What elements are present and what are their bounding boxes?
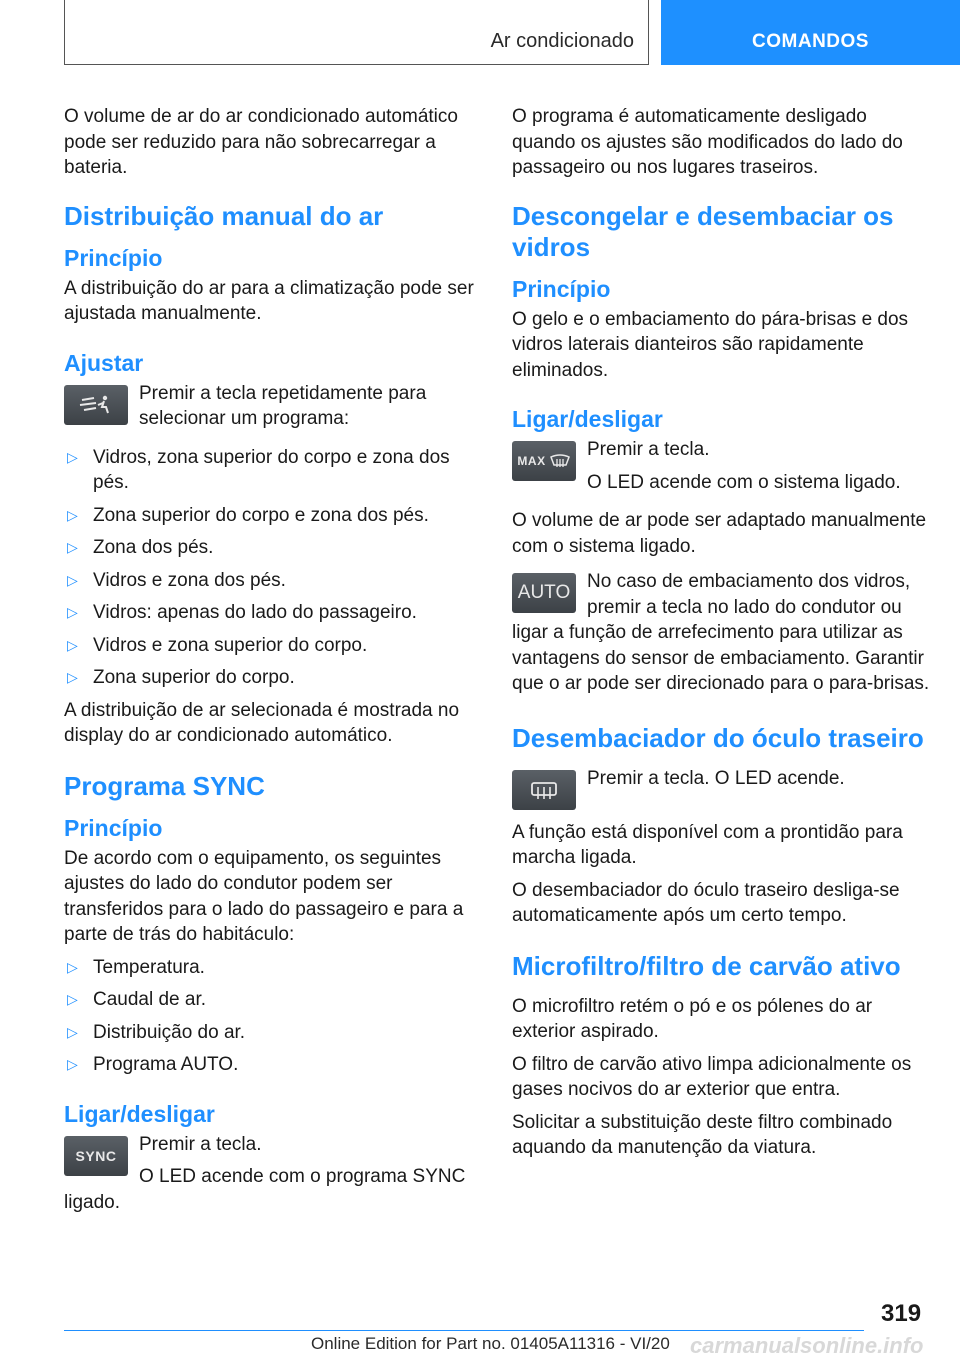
defrost-principle-paragraph: O gelo e o embaciamento do pára-brisas e dos vidros laterais dianteiros são rapidamente eliminados. xyxy=(512,308,909,381)
adjust-key-row xyxy=(64,381,478,439)
auto-key-label: AUTO xyxy=(517,582,571,603)
triangle-bullet-icon: ▷ xyxy=(67,669,78,685)
sync-list-item: ▷ Caudal de ar. xyxy=(64,987,478,1013)
triangle-bullet-icon: ▷ xyxy=(67,991,78,1007)
auto-key xyxy=(512,573,576,613)
triangle-bullet-icon: ▷ xyxy=(67,571,78,588)
max-defrost-key xyxy=(512,441,576,481)
sync-principle-paragraph: De acordo com o equipamento, os seguintes ajustes do lado do condutor podem ser transferidos para o lado do passageiro e para a parte de trás do habitáculo: xyxy=(64,847,464,945)
intro-paragraph: O volume de ar do ar condicionado automático pode ser reduzido para não sobrecarregar a bateria. xyxy=(64,106,458,178)
triangle-bullet-icon: ▷ xyxy=(67,636,78,653)
program-list-item: ▷ Zona dos pés. xyxy=(64,535,478,561)
max-press-paragraph: Premir a tecla. xyxy=(587,439,710,460)
auto-paragraph: No caso de embaciamento dos vidros, premir a tecla no lado do condutor ou ligar a função de arrefecimento para utilizar as vantagens do sensor de embaciamento. Garantir que o ar pode ser direcionado para o para-brisas. xyxy=(512,571,930,694)
sync-list-item: ▷ Temperatura. xyxy=(64,955,478,981)
triangle-bullet-icon: ▷ xyxy=(67,506,78,523)
program-list-item: ▷ Vidros e zona superior do corpo. xyxy=(64,633,478,659)
rear-window-defrost-icon xyxy=(529,779,559,801)
max-key-label: MAX xyxy=(517,454,546,468)
program-list-item: ▷ Zona superior do corpo. xyxy=(64,665,478,691)
rear-auto-off-paragraph: O desembaciador do óculo traseiro desliga-se automaticamente após um certo tempo. xyxy=(512,879,900,926)
left-column xyxy=(64,104,478,1222)
heading-sync-program: Programa SYNC xyxy=(64,770,265,801)
header-section-title: Ar condicionado xyxy=(490,30,634,52)
header-chapter-tab[interactable] xyxy=(661,0,960,65)
display-paragraph: A distribuição de ar selecionada é mostrada no display do ar condicionado automático. xyxy=(64,699,460,746)
header-chapter-title: COMANDOS xyxy=(752,31,869,52)
sync-list-item: ▷ Distribuição do ar. xyxy=(64,1020,478,1046)
triangle-bullet-icon: ▷ xyxy=(67,958,78,975)
heading-adjust: Ajustar xyxy=(64,349,144,376)
heading-defrost: Descongelar e desembaciar os vidros xyxy=(512,200,894,262)
footer-watermark: carmanualsonline.info xyxy=(690,1333,924,1358)
sync-led-paragraph: O LED acende com o programa SYNC ligado. xyxy=(64,1166,466,1213)
air-distribution-key xyxy=(64,385,128,425)
triangle-bullet-icon: ▷ xyxy=(67,1023,78,1040)
triangle-bullet-icon: ▷ xyxy=(67,604,78,620)
rear-defrost-key-row xyxy=(512,766,930,814)
filter-paragraph-2: O filtro de carvão ativo limpa adicionalmente os gases nocivos do ar exterior que entra. xyxy=(512,1053,912,1100)
footer-divider xyxy=(64,1330,864,1331)
air-volume-paragraph: O volume de ar pode ser adaptado manualmente com o sistema ligado. xyxy=(512,510,927,557)
rear-press-paragraph: Premir a tecla. O LED acende. xyxy=(587,767,845,789)
heading-rear-defroster: Desembaciador do óculo traseiro xyxy=(512,722,924,753)
max-led-paragraph: O LED acende com o sistema ligado. xyxy=(587,471,901,493)
heading-on-off: Ligar/desligar xyxy=(512,406,663,432)
rear-defrost-key xyxy=(512,770,576,810)
right-column xyxy=(512,104,930,1168)
air-distribution-icon xyxy=(76,393,116,417)
header-section-box xyxy=(64,0,649,65)
heading-principle: Princípio xyxy=(512,275,611,302)
rear-ready-paragraph: A função está disponível com a prontidão para marcha ligada. xyxy=(512,821,903,868)
triangle-bullet-icon: ▷ xyxy=(67,1056,78,1072)
sync-key-row xyxy=(64,1132,478,1216)
principle-paragraph: A distribuição do ar para a climatização pode ser ajustada manualmente. xyxy=(64,277,474,324)
windshield-defrost-icon xyxy=(549,453,571,469)
adjust-paragraph: Premir a tecla repetidamente para selecionar um programa: xyxy=(139,382,427,429)
page-number: 319 xyxy=(881,1300,922,1327)
heading-filter: Microfiltro/filtro de carvão ativo xyxy=(512,950,901,981)
heading-manual-distribution: Distribuição manual do ar xyxy=(64,200,384,231)
sync-press-paragraph: Premir a tecla. xyxy=(139,1133,262,1155)
program-list-item: ▷ Zona superior do corpo e zona dos pés. xyxy=(64,503,478,529)
sync-key-label: SYNC xyxy=(75,1147,117,1164)
heading-principle: Princípio xyxy=(64,244,163,271)
auto-key-row xyxy=(512,569,930,697)
max-key-row xyxy=(512,437,930,502)
program-list-item: ▷ Vidros, zona superior do corpo e zona dos pés. xyxy=(64,445,478,496)
heading-on-off: Ligar/desligar xyxy=(64,1100,215,1127)
sync-list-item: ▷ Programa AUTO. xyxy=(64,1052,478,1078)
footer-edition: Online Edition for Part no. 01405A11316 - VI/20 xyxy=(311,1334,670,1353)
program-list-item: ▷ Vidros e zona dos pés. xyxy=(64,568,478,594)
filter-paragraph-1: O microfiltro retém o pó e os pólenes do ar exterior aspirado. xyxy=(512,995,873,1042)
sync-off-paragraph: O programa é automaticamente desligado quando os ajustes são modificados do lado do passageiro ou nos lugares traseiros. xyxy=(512,106,903,178)
heading-principle: Princípio xyxy=(64,814,163,841)
triangle-bullet-icon: ▷ xyxy=(67,539,78,555)
sync-key xyxy=(64,1136,128,1176)
filter-paragraph-3: Solicitar a substituição deste filtro combinado aquando da manutenção da viatura. xyxy=(512,1111,893,1158)
triangle-bullet-icon: ▷ xyxy=(67,448,78,465)
program-list-item: ▷ Vidros: apenas do lado do passageiro. xyxy=(64,600,478,626)
